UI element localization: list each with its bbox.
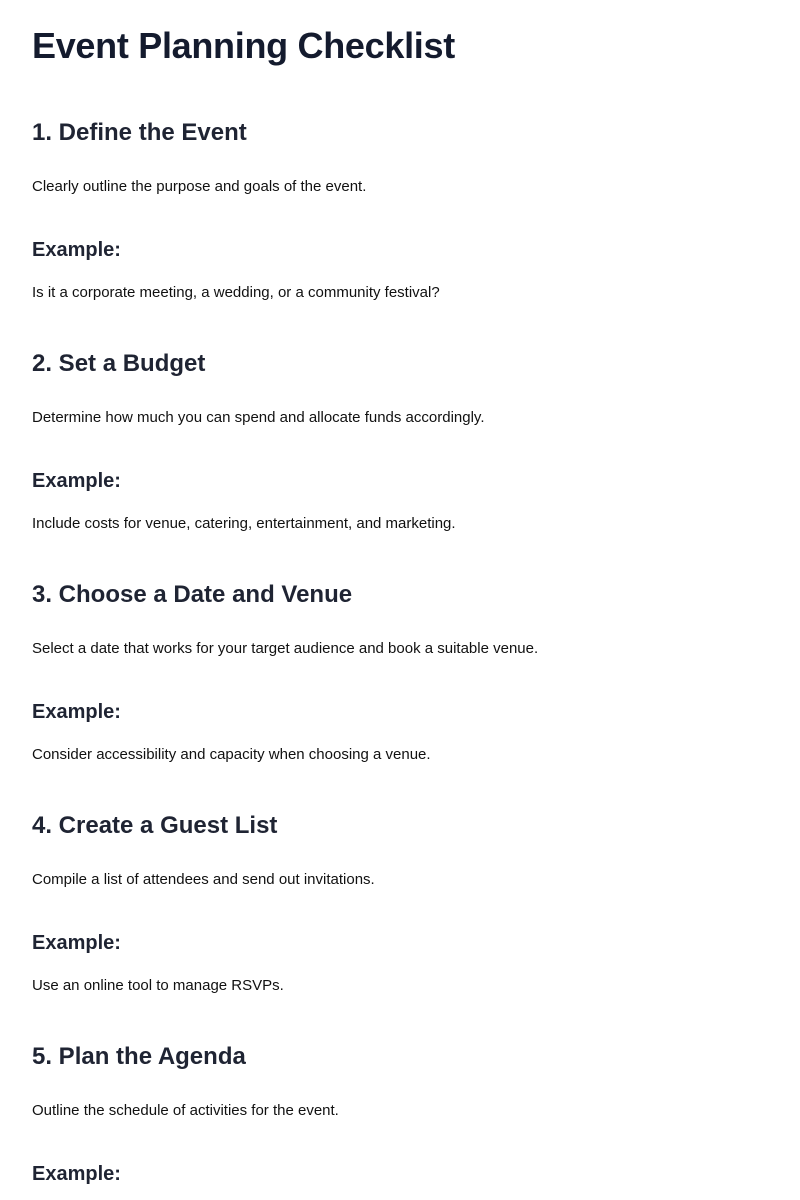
example-label: Example: — [32, 701, 121, 723]
section-description: Compile a list of attendees and send out invitations. — [32, 871, 375, 888]
example-text: Use an online tool to manage RSVPs. — [32, 977, 284, 994]
section-description: Determine how much you can spend and allocate funds accordingly. — [32, 409, 485, 426]
example-text: Consider accessibility and capacity when choosing a venue. — [32, 746, 431, 763]
example-label: Example: — [32, 470, 121, 492]
section-date-venue — [32, 580, 768, 765]
section-plan-agenda — [32, 1042, 768, 1187]
page-title: Event Planning Checklist — [32, 25, 455, 66]
section-description: Select a date that works for your target audience and book a suitable venue. — [32, 640, 539, 657]
example-label: Example: — [32, 239, 121, 261]
section-set-budget — [32, 349, 768, 534]
example-text: Include costs for venue, catering, entertainment, and marketing. — [32, 515, 456, 532]
example-label: Example: — [32, 1163, 121, 1185]
section-heading: 3. Choose a Date and Venue — [32, 581, 353, 608]
section-description: Clearly outline the purpose and goals of the event. — [32, 178, 367, 195]
section-heading: 1. Define the Event — [32, 119, 247, 146]
section-heading: 5. Plan the Agenda — [32, 1043, 246, 1070]
example-text: Is it a corporate meeting, a wedding, or a community festival? — [32, 284, 440, 301]
section-heading: 4. Create a Guest List — [32, 812, 278, 839]
section-define-event — [32, 118, 768, 303]
example-label: Example: — [32, 932, 121, 954]
section-description: Outline the schedule of activities for the event. — [32, 1102, 339, 1119]
section-heading: 2. Set a Budget — [32, 350, 206, 377]
section-guest-list — [32, 811, 768, 996]
